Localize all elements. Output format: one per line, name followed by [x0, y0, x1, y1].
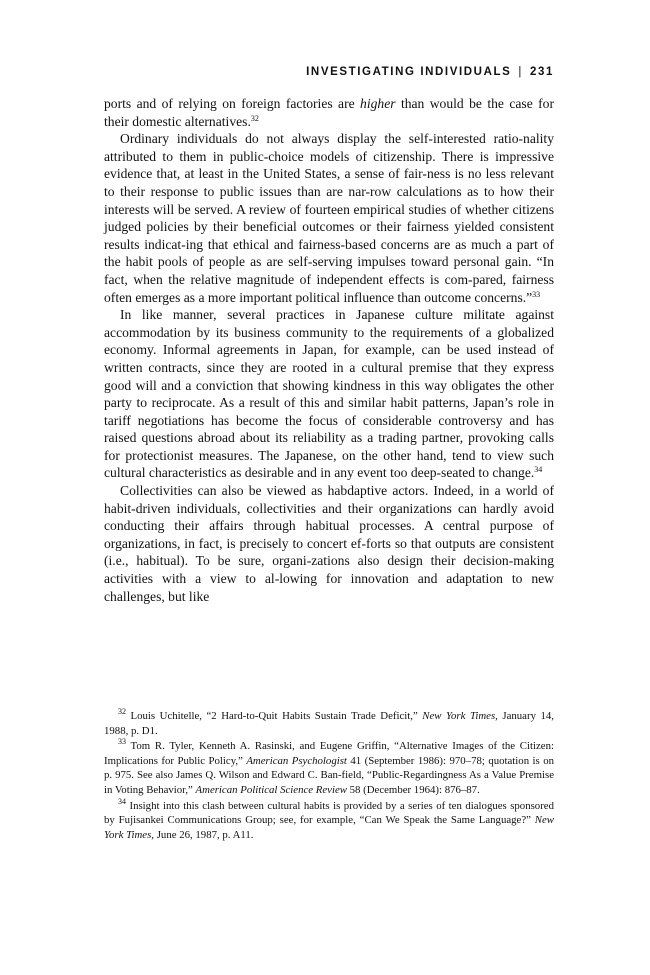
footnote-34-text-a: Insight into this clash between cultural habits is provided by a series of ten dialogues sponsored by Fujisankei Communications Group; see, for example, “Can We Speak the Same Language?”	[104, 799, 554, 827]
footnote-34-number: 34	[118, 796, 126, 806]
footnote-32-text-a: Louis Uchitelle, “2 Hard-to-Quit Habits Sustain Trade Deficit,”	[126, 710, 423, 722]
footnote-32-text-b: January 14, 1988, p. D1.	[104, 710, 554, 737]
paragraph-1-text-b: than would be the case for their domestic alternatives.	[104, 96, 554, 129]
footnote-34-text-b: June 26, 1987, p. A11.	[154, 828, 254, 841]
footnote-33	[104, 739, 554, 797]
footnote-33-text-c: 58 (December 1964): 876–87.	[346, 783, 480, 796]
footnote-33-number: 33	[118, 737, 126, 747]
footnote-ref-33[interactable]: 33	[532, 289, 541, 299]
footnote-33-text-a: Tom R. Tyler, Kenneth A. Rasinski, and Eugene Griffin, “Alternative Images of the Citizen: Implications for Public Policy,”	[104, 740, 554, 767]
running-title: INVESTIGATING INDIVIDUALS	[306, 66, 512, 78]
paragraph-2-text: Ordinary individuals do not always display the self-interested ratio-nality attributed to them in public-choice models of citizenship. There is impressive evidence that, at least in the United States, a sense of fair-ness is no less relevant to their response to public issues than are nar-row calculations as to how their interests will be served. A review of fourteen empirical studies of whether citizens judged policies by their beneficial outcomes or their fairness yielded consistent results indicat-ing that ethical and fairness-based concerns are as much a part of the habit pools of people as are self-serving impulses toward personal gain. “In fact, when the relative magnitude of independent effects is com-pared, fairness often emerges as a more important political influence than outcome concerns.”	[104, 131, 554, 305]
footnotes	[104, 709, 554, 843]
paragraph-4-text: Collectivities can also be viewed as habdaptive actors. Indeed, in a world of habit-driven individuals, collectivities and their organizations can hardly avoid conducting their affairs through habitual processes. A central purpose of organizations, in fact, is precisely to concert ef-forts so that outputs are consistent (i.e., habitual). To be sure, organi-zations also design their decision-making activities with a view to al-lowing for innovation and adaptation to new challenges, but like	[104, 483, 554, 604]
paragraph-1-text-a: ports and of relying on foreign factories are	[104, 96, 361, 111]
running-header	[104, 66, 554, 78]
header-separator: |	[518, 66, 523, 78]
footnote-33-text-b: 41 (September 1986): 970–78; quotation is on p. 975. See also James Q. Wilson and Edward C. Ban-field, “Public-Regardingness As a Value Premise in Voting Behavior,”	[104, 754, 554, 796]
footnote-ref-34[interactable]: 34	[534, 465, 543, 475]
footnote-33-source-1: American Psychologist	[246, 754, 347, 767]
paragraph-3-text: In like manner, several practices in Japanese culture militate against accommodation by its business community to the requirements of a globalized economy. Informal agreements in Japan, for example, can be used instead of written contracts, since they are rooted in a cultural premise that they express good will and a conviction that showing kindness in this way obligates the other party to reciprocate. As a result of this and similar habit patterns, Japan’s role in tariff negotiations has become the focus of considerable controversy and has raised questions abroad about its reliability as a trading partner, provoking calls for protectionist measures. The Japanese, on the other hand, tend to view such cultural characteristics as desirable and in any event too deep-seated to change.	[104, 307, 554, 481]
paragraph-2	[104, 130, 554, 306]
emphasis-higher: higher	[360, 96, 396, 111]
footnote-32-source: New York Times,	[422, 710, 498, 722]
main-text	[104, 95, 554, 605]
footnote-32	[104, 709, 554, 738]
paragraph-4	[104, 482, 554, 605]
footnote-33-source-2: American Political Science Review	[195, 783, 347, 796]
footnote-32-number: 32	[118, 707, 126, 716]
footnote-34-source: New York Times,	[104, 814, 554, 841]
paragraph-3	[104, 306, 554, 482]
paragraph-1	[104, 95, 554, 130]
footnote-34	[104, 796, 554, 843]
page-number: 231	[530, 66, 554, 78]
footnote-ref-32[interactable]: 32	[250, 113, 259, 123]
